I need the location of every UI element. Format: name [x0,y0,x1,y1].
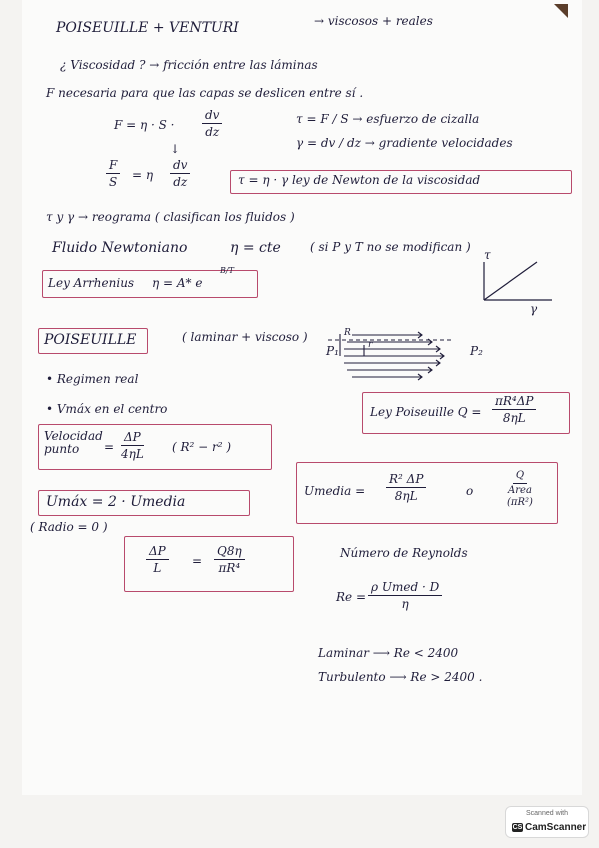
velocity-rest: ( R² − r² ) [172,440,232,454]
umedia-q-den: Area (πR²) [507,485,533,508]
reynolds-num: ρ Umed · D [368,580,442,596]
umedia-or: o [466,484,474,498]
umedia-label: Umedia = [304,484,366,498]
regimen-real: • Regimen real [46,372,139,386]
poiseuille-q-den: 8ηL [502,411,526,426]
arrhenius-exponent: B/T [220,266,234,275]
camscanner-brand [512,822,586,833]
velocity-fraction [118,430,147,462]
arrhenius-formula: η = A* e [152,276,203,290]
scanned-with-label: Scanned with [525,810,569,817]
reynolds-title: Número de Reynolds [340,546,468,560]
force-line: F necesaria para que las capas se deslicen entre sí . [46,86,364,100]
graph-gamma-label: γ [530,302,538,316]
camscanner-badge [505,806,589,838]
pressure-p1: P₁ [326,344,339,358]
laminar-line: Laminar ⟶ Re < 2400 [318,646,459,660]
pressure-drop-fraction [146,544,169,576]
poiseuille-q-fraction [492,394,536,426]
umedia-den: 8ηL [394,489,418,504]
pressure-p2: P₂ [470,344,483,358]
reynolds-fraction [368,580,442,612]
poiseuille-law: Ley Poiseuille Q = [370,405,482,419]
gamma-definition: γ = dv / dz → gradiente velocidades [296,136,513,150]
turbulento-line: Turbulento ⟶ Re > 2400 . [318,670,483,684]
graph-tau-label: τ [484,248,491,262]
graph-line [484,262,537,300]
fs-den: S [109,175,118,190]
reynolds-lhs: Re = [336,590,367,604]
force-formula-num: dv [202,108,222,124]
radio-zero: ( Radio = 0 ) [30,520,108,534]
vmax-centro: • Vmáx en el centro [46,402,168,416]
fs-num: F [106,158,120,174]
header-left: POISEUILLE + VENTURI [56,20,239,36]
umax-line: Umáx = 2 · Umedia [46,494,186,510]
umedia-q-num: Q [513,470,527,484]
velocity-point-eq: = [104,440,115,454]
flow-radius-r: r [368,340,373,350]
fs-middle: = η [132,168,154,182]
camscanner-brand-text: CamScanner [525,822,587,833]
eta-constant: η = cte [230,240,281,256]
arrhenius-label: Ley Arrhenius [48,276,135,290]
pressure-temperature-note: ( si P y T no se modifican ) [310,240,471,254]
viscosity-question: ¿ Viscosidad ? → fricción entre las láminas [60,58,318,72]
pressure-drop-den-2: πR⁴ [218,561,241,576]
header-right: → viscosos + reales [314,14,433,28]
fluido-newtoniano: Fluido Newtoniano [52,240,188,256]
umedia-q-fraction [492,470,548,509]
poiseuille-title: POISEUILLE [44,332,137,348]
pressure-drop-fraction-2 [214,544,245,576]
notebook-page [22,0,582,795]
reograma-line: τ y γ → reograma ( clasifican los fluidos ) [46,210,295,224]
camscanner-logo-icon: CS [512,823,523,831]
pressure-drop-num-2: Q8η [214,544,245,560]
pressure-drop-den: L [153,561,162,576]
velocity-num: ΔP [121,430,144,446]
velocity-point-label: Velocidad punto [44,429,103,457]
velocity-den: 4ηL [121,447,144,462]
flow-profile-arrows [328,332,452,380]
down-arrow: ↓ [170,142,181,156]
pressure-drop-num: ΔP [146,544,169,560]
pressure-drop-equals: = [192,554,203,568]
umedia-fraction [386,472,426,504]
poiseuille-q-num: πR⁴ΔP [492,394,536,410]
reynolds-den: η [401,597,409,612]
tau-definition: τ = F / S → esfuerzo de cizalla [296,112,480,126]
force-formula-lhs: F = η · S · [114,118,175,132]
poiseuille-subtitle: ( laminar + viscoso ) [182,330,308,344]
newton-law: τ = η · γ ley de Newton de la viscosidad [238,173,481,187]
fs-num-2: dv [170,158,190,174]
force-formula-den: dz [205,125,220,140]
umedia-num: R² ΔP [386,472,426,488]
fs-den-2: dz [173,175,188,190]
flow-radius-R: R [344,328,351,338]
